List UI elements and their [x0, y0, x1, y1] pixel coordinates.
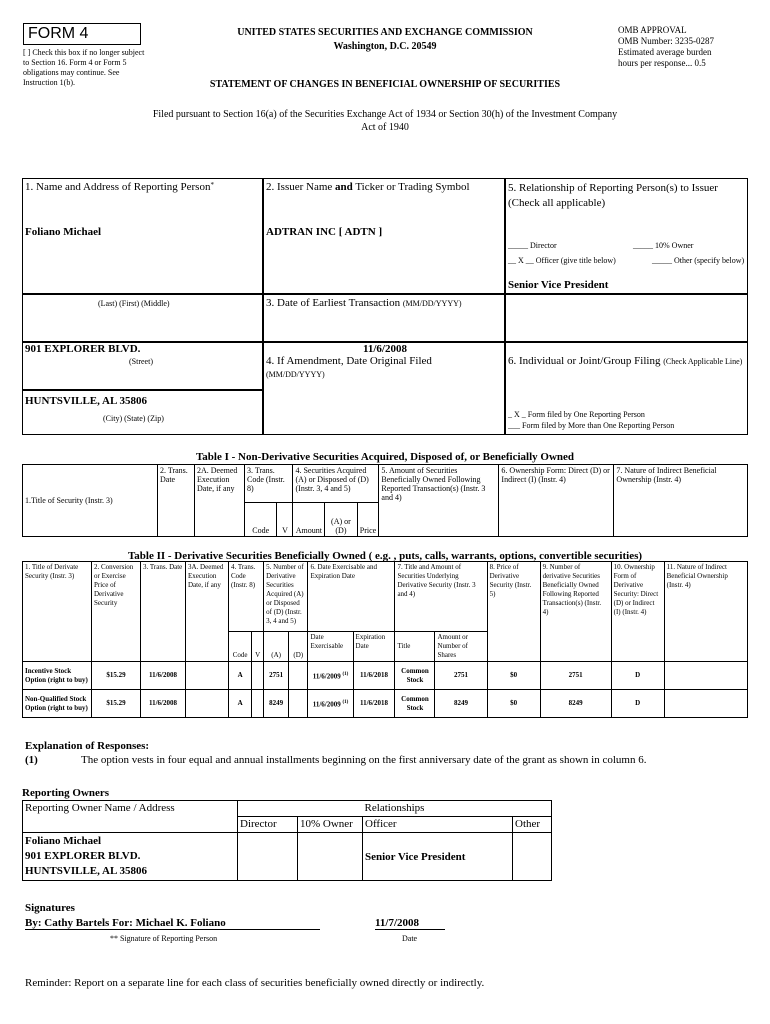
omb-hours: hours per response... 0.5 — [618, 58, 706, 68]
row-title: Incentive Stock Option (right to buy) — [23, 662, 92, 690]
row-d — [289, 690, 308, 718]
row-under-title: Common Stock — [395, 690, 435, 718]
t2-col3a: 3A. Deemed Execution Date, if any — [186, 562, 229, 662]
owner-name: Foliano Michael — [25, 835, 102, 847]
omb-approval — [618, 25, 758, 69]
table-row — [23, 690, 748, 718]
t2-col4: 4. Trans. Code (Instr. 8) — [229, 562, 264, 632]
owner-officer: Senior Vice President — [363, 833, 513, 881]
city-caption: (City) (State) (Zip) — [103, 414, 164, 423]
t2-col9: 9. Number of derivative Securities Beneficially Owned Following Reported Transaction(s) (Instr. 4) — [540, 562, 611, 662]
earliest-transaction-date: 11/6/2008 — [362, 343, 407, 355]
agency-name: UNITED STATES SECURITIES AND EXCHANGE COMMISSION — [237, 27, 533, 38]
box1-name — [22, 178, 263, 294]
owner-other — [513, 833, 552, 881]
row-price: $15.29 — [92, 662, 141, 690]
owners-col-ten: 10% Owner — [298, 817, 363, 833]
box3-label: 3. Date of Earliest Transaction — [266, 297, 401, 309]
box2-label — [266, 181, 470, 193]
statement-title: STATEMENT OF CHANGES IN BENEFICIAL OWNERSHIP OF SECURITIES — [209, 79, 561, 90]
issuer-name: ADTRAN INC [ ADTN ] — [266, 226, 383, 238]
box1-street — [22, 342, 263, 390]
name-caption: (Last) (First) (Middle) — [98, 299, 170, 308]
t1-col1: 1.Title of Security (Instr. 3) — [23, 465, 158, 537]
officer-title: Senior Vice President — [508, 279, 609, 291]
row-nature — [664, 690, 747, 718]
explanation-text: The option vests in four equal and annual installments beginning on the first anniversary date of the grant as shown in column 6. — [81, 754, 647, 766]
officer-check: __ X __ Officer (give title below) — [508, 256, 616, 265]
owner-address — [23, 833, 238, 881]
t1-col5: 5. Amount of Securities Beneficially Owned Following Reported Transaction(s) (Instr. 3 and 4) — [379, 465, 499, 537]
t2-col6: 6. Date Exercisable and Expiration Date — [308, 562, 395, 632]
owners-col-director: Director — [238, 817, 298, 833]
agency-city: Washington, D.C. 20549 — [333, 41, 437, 52]
row-under-title: Common Stock — [395, 662, 435, 690]
t2-col8: 8. Price of Derivative Security (Instr. 5) — [487, 562, 540, 662]
row-form: D — [611, 662, 664, 690]
row-code: A — [229, 662, 252, 690]
row-deemed — [186, 690, 229, 718]
filing-multiple-persons: ___ Form filed by More than One Reporting Person — [508, 421, 675, 430]
owner-director — [238, 833, 298, 881]
omb-title: OMB APPROVAL — [618, 25, 687, 35]
row-form: D — [611, 690, 664, 718]
owner-street: 901 EXPLORER BLVD. — [25, 850, 141, 862]
box5-label: 5. Relationship of Reporting Person(s) to Issuer — [508, 182, 718, 194]
filed-pursuant: Filed pursuant to Section 16(a) of the Securities Exchange Act of 1934 or Section 30(h) of the Investment Company Act of 1940 — [152, 109, 618, 133]
row-owned: 2751 — [540, 662, 611, 690]
t1-col4: 4. Securities Acquired (A) or Disposed of (D) (Instr. 3, 4 and 5) — [293, 465, 379, 503]
owners-col-name: Reporting Owner Name / Address — [23, 801, 238, 833]
row-date: 11/6/2008 — [141, 662, 186, 690]
owners-col-other: Other — [513, 817, 552, 833]
t1-col3: 3. Trans. Code (Instr. 8) — [245, 465, 293, 503]
omb-burden: Estimated average burden — [618, 47, 712, 57]
signature-date: 11/7/2008 — [375, 917, 445, 930]
row-under-amount: 2751 — [435, 662, 487, 690]
t2-amount: Amount or Number of Shares — [435, 632, 487, 662]
table1 — [22, 464, 748, 537]
box4-label: 4. If Amendment, Date Original Filed — [266, 355, 432, 367]
director-check: _____ Director — [508, 241, 557, 250]
reporting-street: 901 EXPLORER BLVD. — [25, 343, 141, 355]
table1-title: Table I - Non-Derivative Securities Acquired, Disposed of, or Beneficially Owned — [195, 451, 575, 463]
row-a: 8249 — [264, 690, 289, 718]
t2-v: V — [252, 632, 264, 662]
box5-relationship — [505, 178, 748, 294]
t1-col2a: 2A. Deemed Execution Date, if any — [195, 465, 245, 537]
row-v — [252, 662, 264, 690]
row-a: 2751 — [264, 662, 289, 690]
row-price: $15.29 — [92, 690, 141, 718]
box6-label: 6. Individual or Joint/Group Filing — [508, 355, 661, 367]
box6-hint: (Check Applicable Line) — [663, 357, 743, 366]
row-footnote: (1) — [342, 699, 349, 705]
box2-label-b: and — [335, 181, 353, 193]
t1-col7: 7. Nature of Indirect Beneficial Ownership (Instr. 4) — [614, 465, 748, 537]
row-under-amount: 8249 — [435, 690, 487, 718]
t1-code: Code — [245, 503, 277, 537]
row-expiration: 11/6/2018 — [353, 690, 395, 718]
t2-title: Title — [395, 632, 435, 662]
ten-percent-check: _____ 10% Owner — [633, 241, 694, 250]
row-exercisable — [308, 662, 353, 690]
box4-hint: (MM/DD/YYYY) — [266, 370, 325, 379]
box1-label: 1. Name and Address of Reporting Person — [25, 181, 211, 193]
table-row — [23, 662, 748, 690]
form-title: FORM 4 — [23, 23, 141, 45]
t1-amount: Amount — [293, 503, 325, 537]
reminder: Reminder: Report on a separate line for each class of securities beneficially owned directly or indirectly. — [25, 977, 485, 989]
row-title: Non-Qualified Stock Option (right to buy) — [23, 690, 92, 718]
box5-blank — [505, 294, 748, 342]
t2-col10: 10. Ownership Form of Derivative Security: Direct (D) or Indirect (I) (Instr. 4) — [611, 562, 664, 662]
signatures-title: Signatures — [25, 902, 75, 914]
signature-caption: ** Signature of Reporting Person — [110, 934, 218, 943]
owners-col-officer: Officer — [363, 817, 513, 833]
t2-exercisable: Date Exercisable — [308, 632, 353, 662]
box1-star: * — [210, 181, 214, 189]
date-caption: Date — [402, 934, 418, 943]
t2-col5: 5. Number of Derivative Securities Acquired (A) or Disposed of (D) (Instr. 3, 4 and 5) — [264, 562, 308, 632]
t2-col1: 1. Title of Derivate Security (Instr. 3) — [23, 562, 92, 662]
row-expiration: 11/6/2018 — [353, 662, 395, 690]
row-deriv-price: $0 — [487, 662, 540, 690]
row-exercisable-date: 11/6/2009 — [312, 672, 341, 681]
row-code: A — [229, 690, 252, 718]
row-d — [289, 662, 308, 690]
t1-price: Price — [357, 503, 379, 537]
t2-col3: 3. Trans. Date — [141, 562, 186, 662]
reporting-person-name: Foliano Michael — [25, 226, 102, 238]
owners-col-rel: Relationships — [238, 801, 552, 817]
box2-label-c: Ticker or Trading Symbol — [352, 181, 470, 193]
box6-filing — [505, 342, 748, 435]
t2-d: (D) — [289, 632, 308, 662]
owners-table — [22, 800, 552, 881]
other-check: _____ Other (specify below) — [652, 256, 745, 265]
row-exercisable-date: 11/6/2009 — [312, 700, 341, 709]
box1-name-caption — [22, 294, 263, 342]
row-v — [252, 690, 264, 718]
box1-city — [22, 390, 263, 435]
filing-one-person: _ X _ Form filed by One Reporting Person — [508, 410, 645, 419]
street-caption: (Street) — [129, 357, 153, 366]
owner-ten — [298, 833, 363, 881]
row-owned: 8249 — [540, 690, 611, 718]
row-exercisable — [308, 690, 353, 718]
t2-expiration: Expiration Date — [353, 632, 395, 662]
box4-amendment — [263, 342, 505, 435]
t2-a: (A) — [264, 632, 289, 662]
omb-number: OMB Number: 3235-0287 — [618, 36, 714, 46]
table2-title: Table II - Derivative Securities Beneficially Owned ( e.g. , puts, calls, warrants, options, convertible securities) — [127, 550, 643, 562]
reporting-city: HUNTSVILLE, AL 35806 — [25, 395, 147, 407]
t2-col7: 7. Title and Amount of Securities Underlying Derivative Security (Instr. 3 and 4) — [395, 562, 487, 632]
table2 — [22, 561, 748, 718]
row-deriv-price: $0 — [487, 690, 540, 718]
signature-line: By: Cathy Bartels For: Michael K. Foliano — [25, 917, 320, 930]
box2-issuer — [263, 178, 505, 294]
box2-label-a: 2. Issuer Name — [266, 181, 336, 193]
row-deemed — [186, 662, 229, 690]
t2-col2: 2. Conversion or Exercise Price of Derivative Security — [92, 562, 141, 662]
table-row — [23, 833, 552, 881]
box5-sub: (Check all applicable) — [508, 197, 606, 209]
owners-title: Reporting Owners — [22, 787, 110, 799]
owner-city: HUNTSVILLE, AL 35806 — [25, 865, 147, 877]
explanation-title: Explanation of Responses: — [25, 740, 150, 752]
box3-date — [263, 294, 505, 342]
row-nature — [664, 662, 747, 690]
t1-col6: 6. Ownership Form: Direct (D) or Indirect (I) (Instr. 4) — [499, 465, 614, 537]
box3-hint: (MM/DD/YYYY) — [402, 299, 462, 308]
check-box-note: [ ] Check this box if no longer subject to Section 16. Form 4 or Form 5 obligations may continue. See Instruction 1(b). — [23, 48, 145, 87]
row-date: 11/6/2008 — [141, 690, 186, 718]
t1-col2: 2. Trans. Date — [158, 465, 195, 537]
t1-aord: (A) or (D) — [325, 503, 357, 537]
row-footnote: (1) — [342, 671, 349, 677]
explanation-num: (1) — [25, 754, 38, 766]
t2-col11: 11. Nature of Indirect Beneficial Ownership (Instr. 4) — [664, 562, 747, 662]
t1-v: V — [277, 503, 293, 537]
t2-code: Code — [229, 632, 252, 662]
